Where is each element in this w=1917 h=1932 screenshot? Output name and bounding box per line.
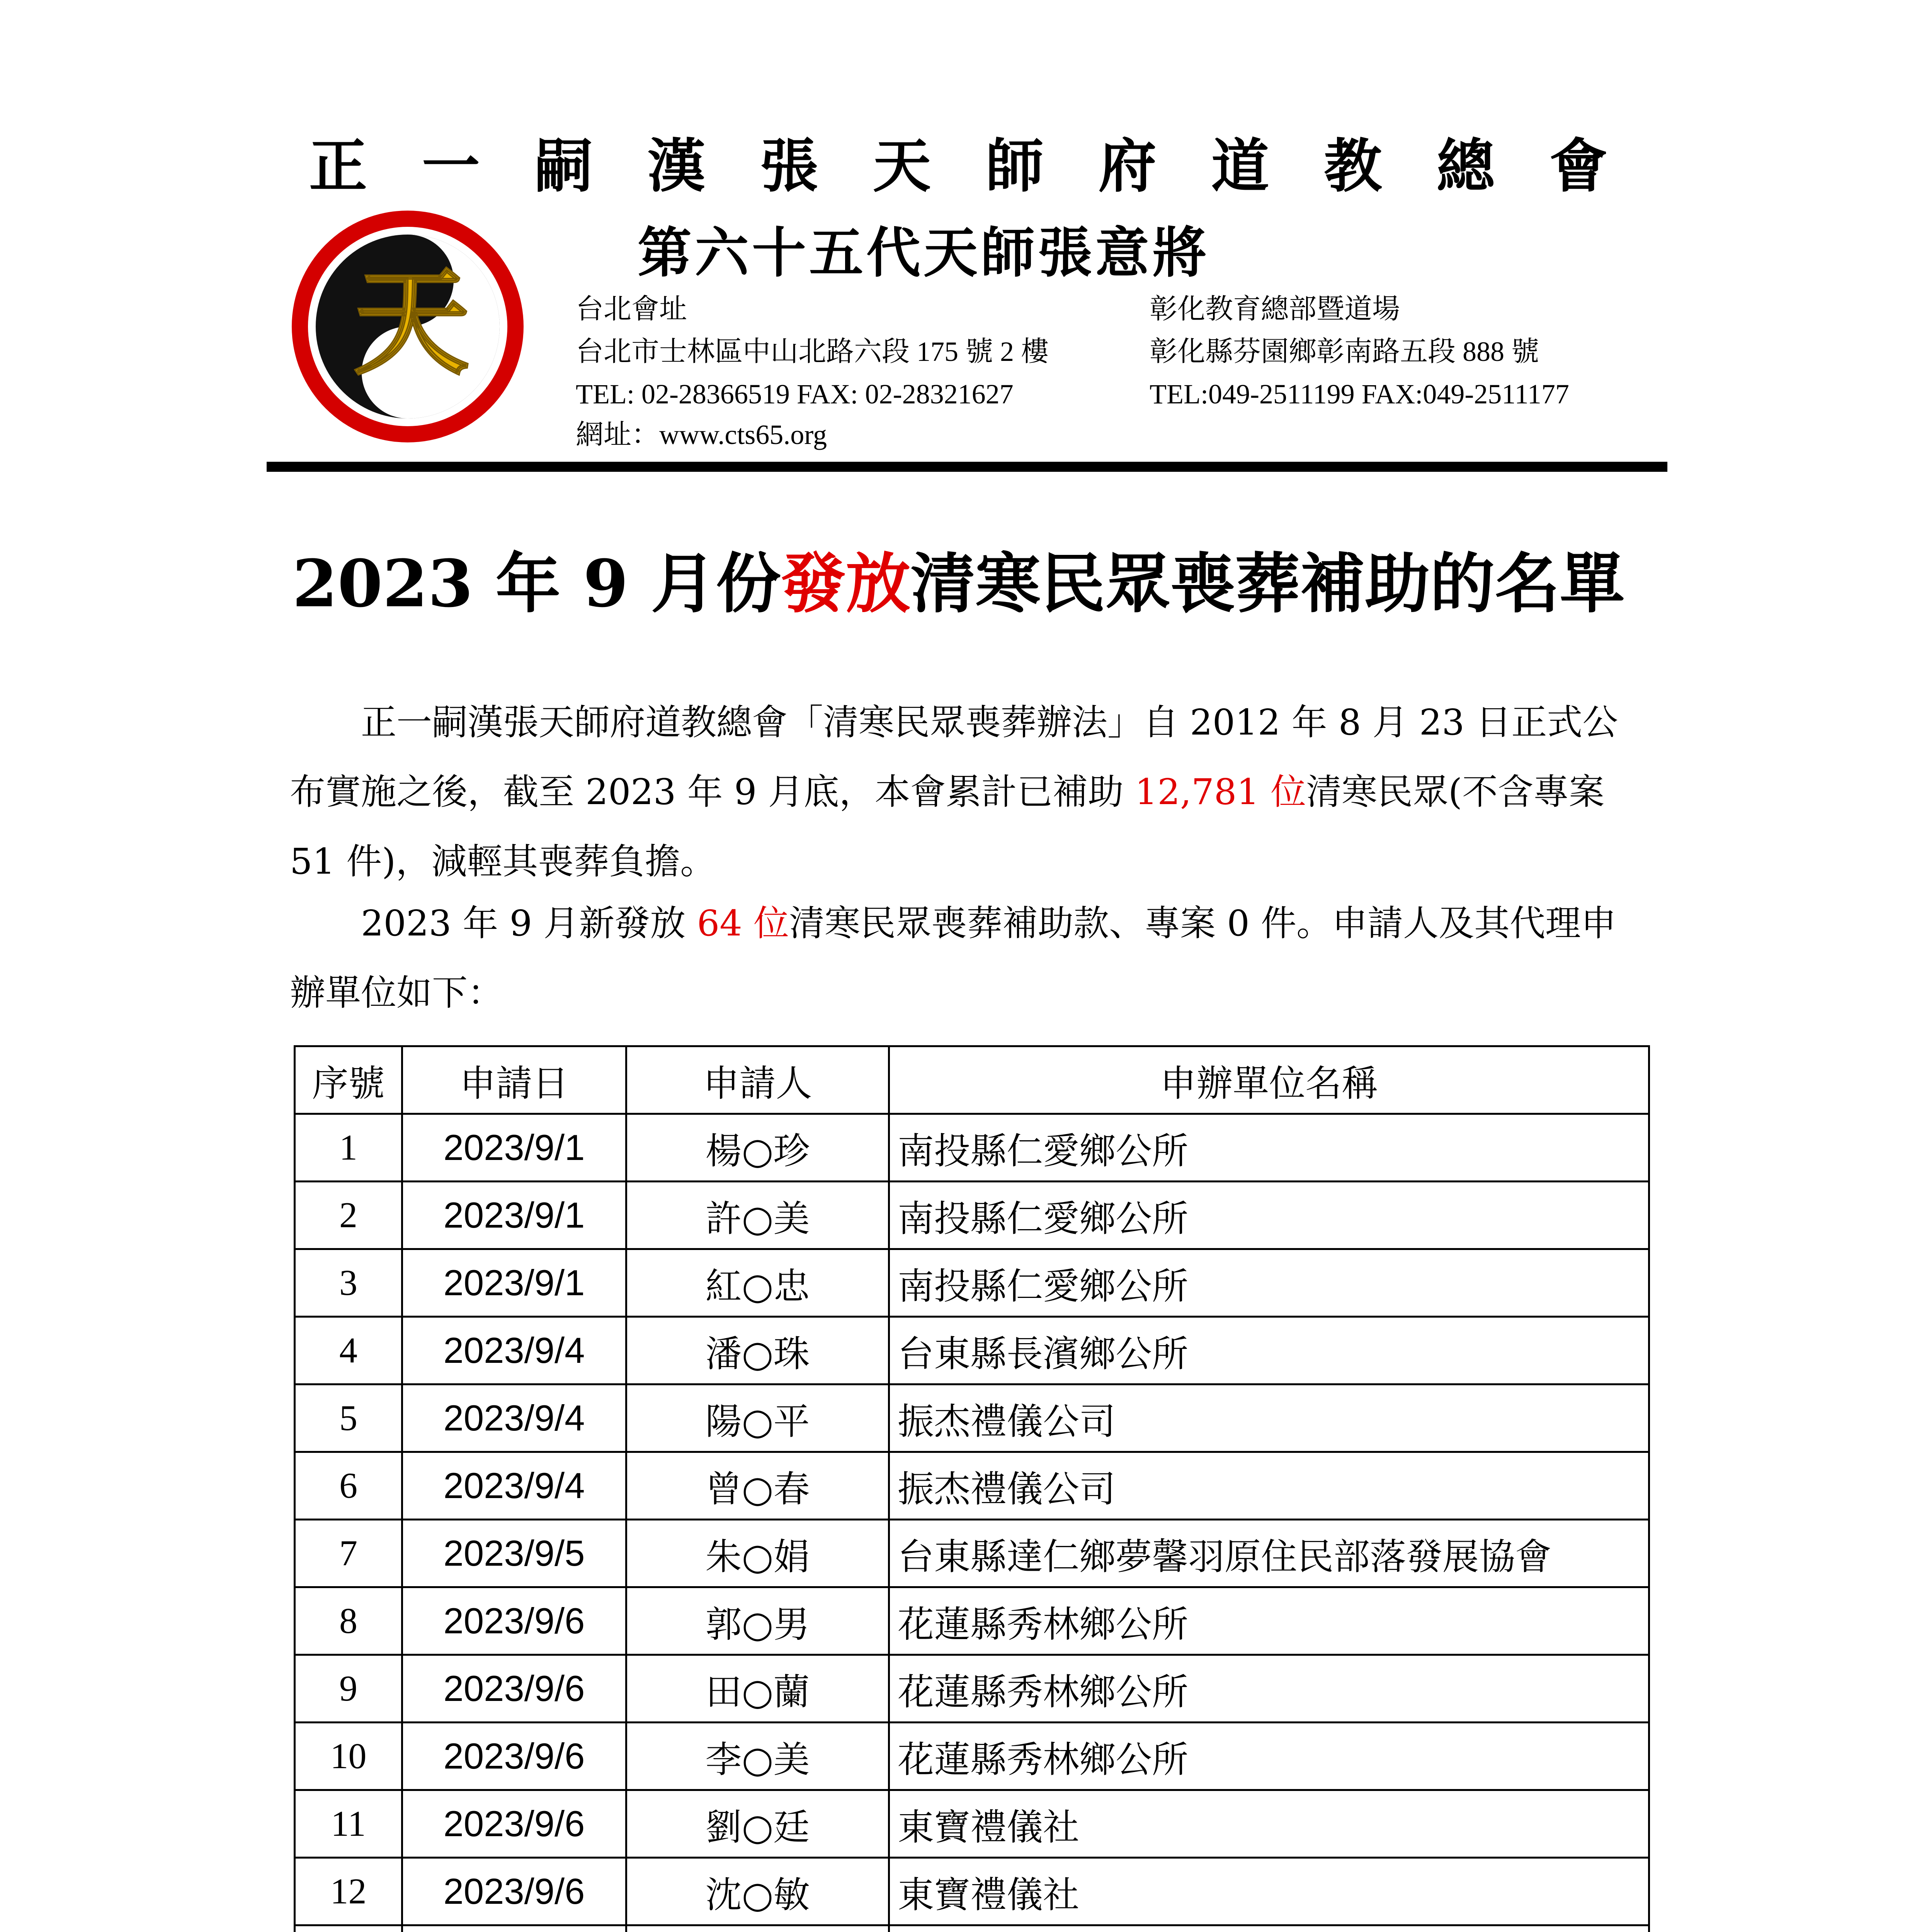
serial-cell: 4 [295, 1317, 402, 1384]
changhua-office-phone: TEL:049-2511199 FAX:049-2511177 [1150, 379, 1569, 410]
org-name-char: 嗣 [534, 132, 593, 200]
intro-text: 正一嗣漢張天師府道教總會「清寒民眾喪葬辦法」自 2012 年 8 月 23 日正式公布實施之後，截至 2023 年 9 月底，本會累計已補助 [290, 702, 1618, 813]
table-body [295, 1114, 1649, 1932]
title-part1: 2023 年 9 月份 [292, 545, 781, 622]
serial-cell: 5 [295, 1384, 402, 1452]
date-cell: 2023/9/4 [402, 1452, 626, 1520]
table-row [295, 1587, 1649, 1655]
taipei-office-phone: TEL: 02-28366519 FAX: 02-28321627 [576, 379, 1014, 410]
logo-character: 天 [354, 254, 469, 391]
date-cell: 2023/9/1 [402, 1182, 626, 1249]
organization-name [309, 128, 1607, 205]
serial-cell: 11 [295, 1790, 402, 1858]
agency-cell: 花蓮縣秀林鄉公所 [889, 1723, 1649, 1790]
header-divider [267, 462, 1667, 472]
intro-text-end: 清寒民眾(不含專案 51 件)，減輕其喪葬負擔。 [290, 771, 1604, 882]
changhua-office-address: 彰化縣芬園鄉彰南路五段 888 號 [1150, 336, 1539, 367]
title-part3: 清寒民眾喪葬補助的名單 [910, 545, 1625, 622]
agency-cell: 南投縣仁愛鄉公所 [889, 1114, 1649, 1182]
serial-cell: 12 [295, 1858, 402, 1925]
org-name-char: 一 [422, 132, 480, 200]
applicant-cell: 李○美 [626, 1723, 889, 1790]
serial-cell: 9 [295, 1655, 402, 1723]
monthly-text-end: 清寒民眾喪葬補助款、專案 0 件。申請人及其代理申辦單位如下： [290, 903, 1616, 1014]
table-row [295, 1790, 1649, 1858]
org-name-char: 總 [1437, 132, 1495, 200]
agency-cell: 台東縣達仁鄉夢馨羽原住民部落發展協會 [889, 1520, 1649, 1587]
date-cell: 2023/9/5 [402, 1520, 626, 1587]
applicant-cell: 朱○娟 [626, 1520, 889, 1587]
applicant-cell: 田○蘭 [626, 1655, 889, 1723]
agency-cell [889, 1925, 1649, 1932]
table-row [295, 1114, 1649, 1182]
taipei-office-label: 台北會址 [576, 294, 687, 325]
date-cell: 2023/9/4 [402, 1384, 626, 1452]
applicant-cell: 沈○敏 [626, 1858, 889, 1925]
applicant-cell: 許○美 [626, 1182, 889, 1249]
table-row [295, 1925, 1649, 1932]
serial-cell: 7 [295, 1520, 402, 1587]
org-name-char: 天 [873, 132, 931, 200]
header-applicant: 申請人 [626, 1046, 889, 1114]
serial-cell: 10 [295, 1723, 402, 1790]
org-name-char: 道 [1211, 132, 1269, 200]
org-name-char: 漢 [647, 132, 706, 200]
table-row [295, 1452, 1649, 1520]
table-row [295, 1182, 1649, 1249]
org-name-char: 正 [309, 132, 367, 200]
table-row [295, 1655, 1649, 1723]
intro-paragraph [290, 688, 1635, 896]
agency-cell: 花蓮縣秀林鄉公所 [889, 1587, 1649, 1655]
recipients-table [294, 1045, 1650, 1932]
serial-cell [295, 1925, 402, 1932]
changhua-office-label: 彰化教育總部暨道場 [1150, 294, 1400, 325]
applicant-cell: 陽○平 [626, 1384, 889, 1452]
total-count: 12,781 位 [1135, 771, 1306, 813]
date-cell: 2023/9/1 [402, 1114, 626, 1182]
table-row [295, 1723, 1649, 1790]
date-cell: 2023/9/6 [402, 1790, 626, 1858]
taipei-office-address: 台北市士林區中山北路六段 175 號 2 樓 [576, 336, 1049, 367]
applicant-cell: 曾○春 [626, 1452, 889, 1520]
agency-cell: 南投縣仁愛鄉公所 [889, 1249, 1649, 1317]
table-row [295, 1317, 1649, 1384]
date-cell: 2023/9/4 [402, 1317, 626, 1384]
agency-cell: 東寶禮儀社 [889, 1790, 1649, 1858]
applicant-cell [626, 1925, 889, 1932]
agency-cell: 振杰禮儀公司 [889, 1452, 1649, 1520]
serial-cell: 6 [295, 1452, 402, 1520]
serial-cell: 3 [295, 1249, 402, 1317]
org-name-char: 會 [1549, 132, 1607, 200]
applicant-cell: 楊○珍 [626, 1114, 889, 1182]
date-cell: 2023/9/6 [402, 1723, 626, 1790]
monthly-count: 64 位 [697, 903, 789, 944]
applicant-cell: 潘○珠 [626, 1317, 889, 1384]
header-date: 申請日 [402, 1046, 626, 1114]
header-subtitle: 第六十五代天師張意將 [638, 221, 1210, 285]
agency-cell: 台東縣長濱鄉公所 [889, 1317, 1649, 1384]
website: 網址：www.cts65.org [576, 419, 827, 450]
table-row [295, 1858, 1649, 1925]
table-header-row [295, 1046, 1649, 1114]
serial-cell: 1 [295, 1114, 402, 1182]
monthly-text: 2023 年 9 月新發放 [361, 903, 697, 944]
taiji-logo [288, 207, 527, 446]
org-name-char: 府 [1098, 132, 1157, 200]
org-name-char: 師 [985, 132, 1044, 200]
agency-cell: 東寶禮儀社 [889, 1858, 1649, 1925]
agency-cell: 南投縣仁愛鄉公所 [889, 1182, 1649, 1249]
table-row [295, 1384, 1649, 1452]
title-highlight: 發放 [781, 545, 911, 622]
document-title [0, 537, 1917, 630]
date-cell: 2023/9/6 [402, 1858, 626, 1925]
serial-cell: 8 [295, 1587, 402, 1655]
table-row [295, 1249, 1649, 1317]
date-cell: 2023/9/6 [402, 1587, 626, 1655]
org-name-char: 教 [1324, 132, 1382, 200]
applicant-cell: 郭○男 [626, 1587, 889, 1655]
agency-cell: 花蓮縣秀林鄉公所 [889, 1655, 1649, 1723]
header-serial: 序號 [295, 1046, 402, 1114]
date-cell: 2023/9/6 [402, 1655, 626, 1723]
serial-cell: 2 [295, 1182, 402, 1249]
table-row [295, 1520, 1649, 1587]
monthly-paragraph [290, 889, 1635, 1028]
header-agency: 申辦單位名稱 [889, 1046, 1649, 1114]
agency-cell: 振杰禮儀公司 [889, 1384, 1649, 1452]
date-cell [402, 1925, 626, 1932]
date-cell: 2023/9/1 [402, 1249, 626, 1317]
applicant-cell: 劉○廷 [626, 1790, 889, 1858]
applicant-cell: 紅○忠 [626, 1249, 889, 1317]
org-name-char: 張 [760, 132, 818, 200]
